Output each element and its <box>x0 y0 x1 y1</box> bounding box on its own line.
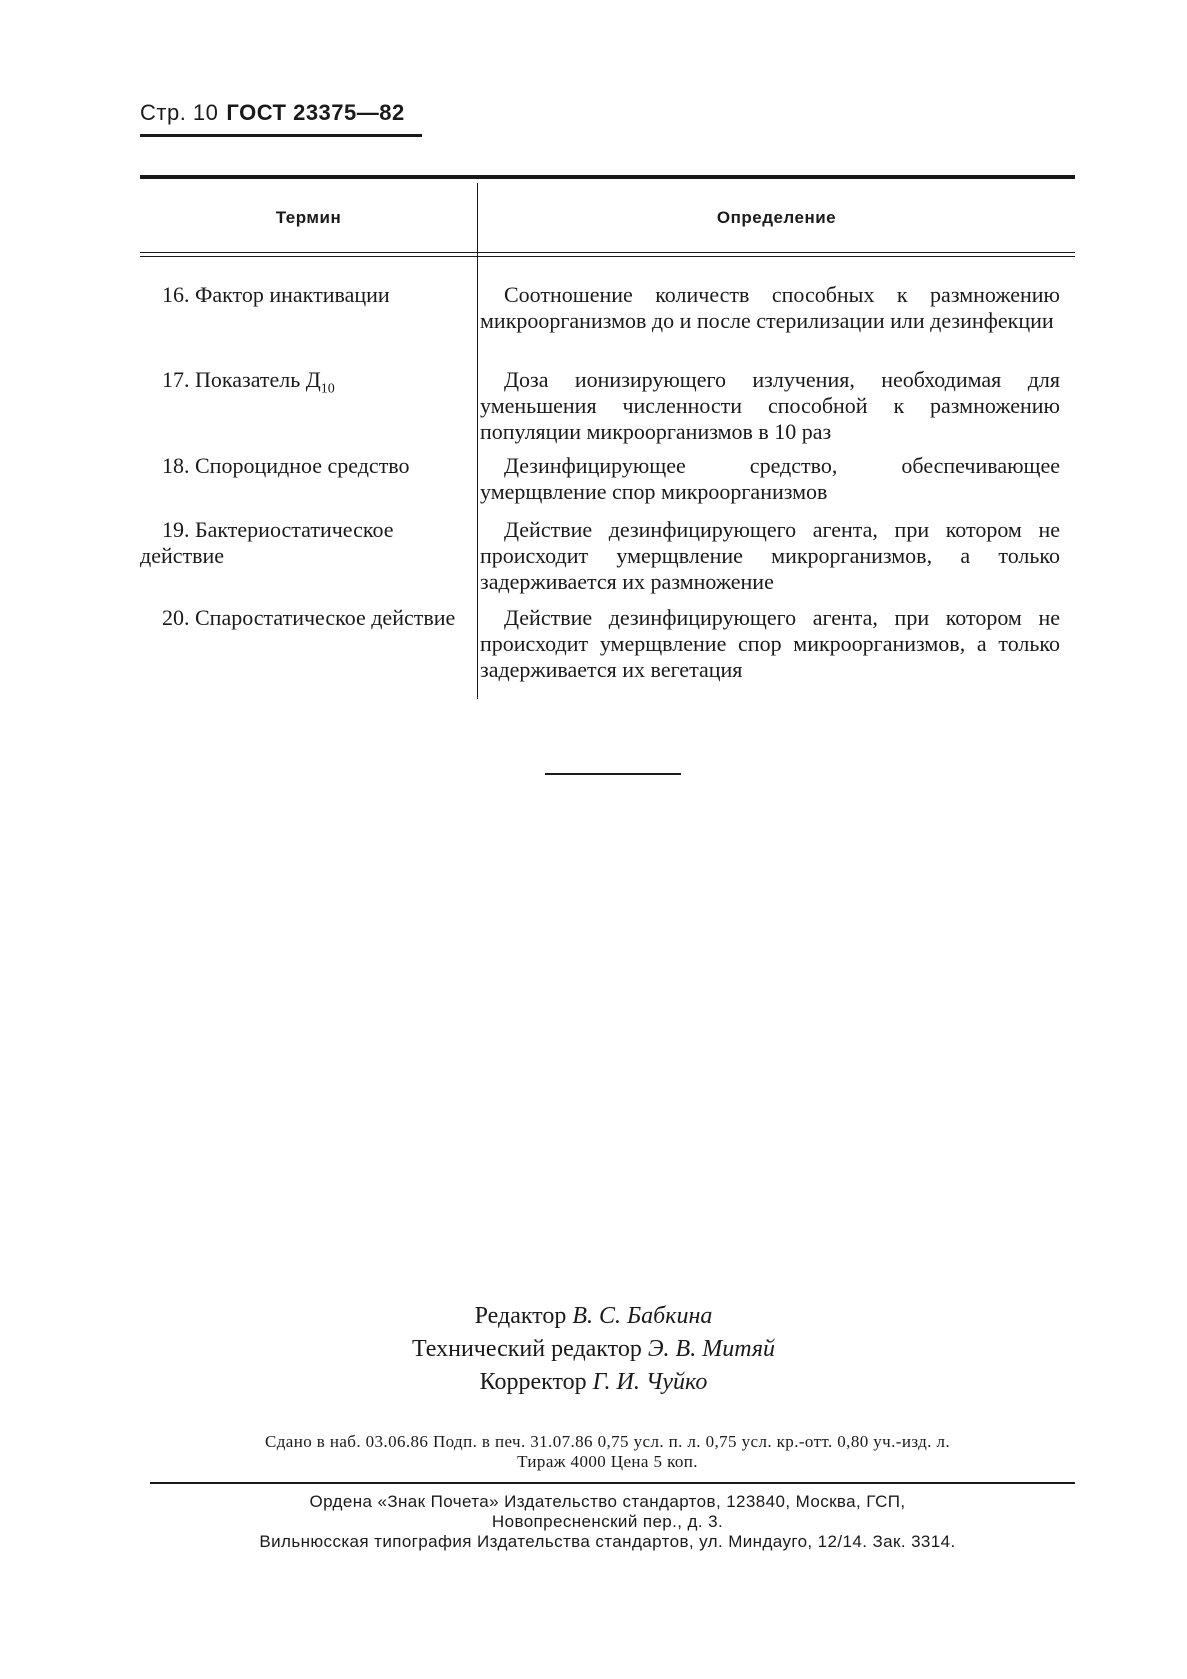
definition-cell: Дезинфицирующее средство, обеспечивающее умерщвление спор микроорганизмов <box>480 453 1060 504</box>
editor-label: Редактор <box>474 1303 567 1329</box>
publisher-block <box>140 1492 1075 1552</box>
publisher-line: Ордена «Знак Почета» Издательство стандартов, 123840, Москва, ГСП, <box>309 1492 906 1511</box>
publisher-line: Новопресненский пер., д. 3. <box>491 1512 724 1531</box>
header-underline <box>140 134 422 137</box>
corrector-line <box>0 1366 1187 1399</box>
column-divider <box>477 183 478 699</box>
definition-cell: Доза ионизирующего излучения, необходимая для уменьшения численности способной к размножению популяции микроорганизмов в 10 раз <box>480 367 1060 444</box>
end-of-text-rule <box>545 773 681 775</box>
table-header-rule <box>140 252 1075 257</box>
term-cell: 19. Бактериостатическое действие <box>140 517 394 568</box>
tech-editor-label: Технический редактор <box>412 1336 642 1362</box>
term-cell: 18. Спороцидное средство <box>162 453 410 478</box>
printer-line: Вильнюсская типография Издательства стандартов, ул. Миндауго, 12/14. Зак. 3314. <box>259 1532 956 1551</box>
definition-cell: Соотношение количеств способных к размножению микроорганизмов до и после стерилизации или дезинфекции <box>480 282 1060 333</box>
editor-name: В. С. Бабкина <box>572 1303 713 1329</box>
standard-code: ГОСТ 23375—82 <box>226 100 405 125</box>
tech-editor-line <box>0 1333 1187 1366</box>
page-header <box>140 100 405 126</box>
term-cell: 16. Фактор инактивации <box>162 282 390 307</box>
imprint-line: Тираж 4000 Цена 5 коп. <box>517 1452 698 1471</box>
definition-cell: Действие дезинфицирующего агента, при котором не происходит умерщвление спор микроорганизмов, а только задерживается их вегетация <box>480 605 1060 682</box>
term-text: 17. Показатель Д <box>162 367 321 392</box>
imprint-block <box>140 1432 1075 1472</box>
definition-cell: Действие дезинфицирующего агента, при котором не происходит умерщвление микрорганизмов, а только задерживается их размножение <box>480 517 1060 594</box>
corrector-label: Корректор <box>479 1369 587 1395</box>
corrector-name: Г. И. Чуйко <box>592 1369 708 1395</box>
term-subscript: 10 <box>320 381 335 397</box>
imprint-rule <box>150 1482 1075 1484</box>
editor-line <box>0 1300 1187 1333</box>
table-top-rule <box>140 175 1075 179</box>
tech-editor-name: Э. В. Митяй <box>647 1336 775 1362</box>
column-header-term: Термин <box>275 208 342 227</box>
column-header-definition: Определение <box>716 208 837 227</box>
term-cell <box>140 367 468 402</box>
term-cell: 20. Спаростатическое действие <box>162 605 456 630</box>
page-number: Стр. 10 <box>140 100 219 125</box>
credits-block <box>0 1300 1187 1399</box>
imprint-line: Сдано в наб. 03.06.86 Подп. в печ. 31.07.86 0,75 усл. п. л. 0,75 усл. кр.-отт. 0,80 уч.-изд. л. <box>264 1432 951 1451</box>
